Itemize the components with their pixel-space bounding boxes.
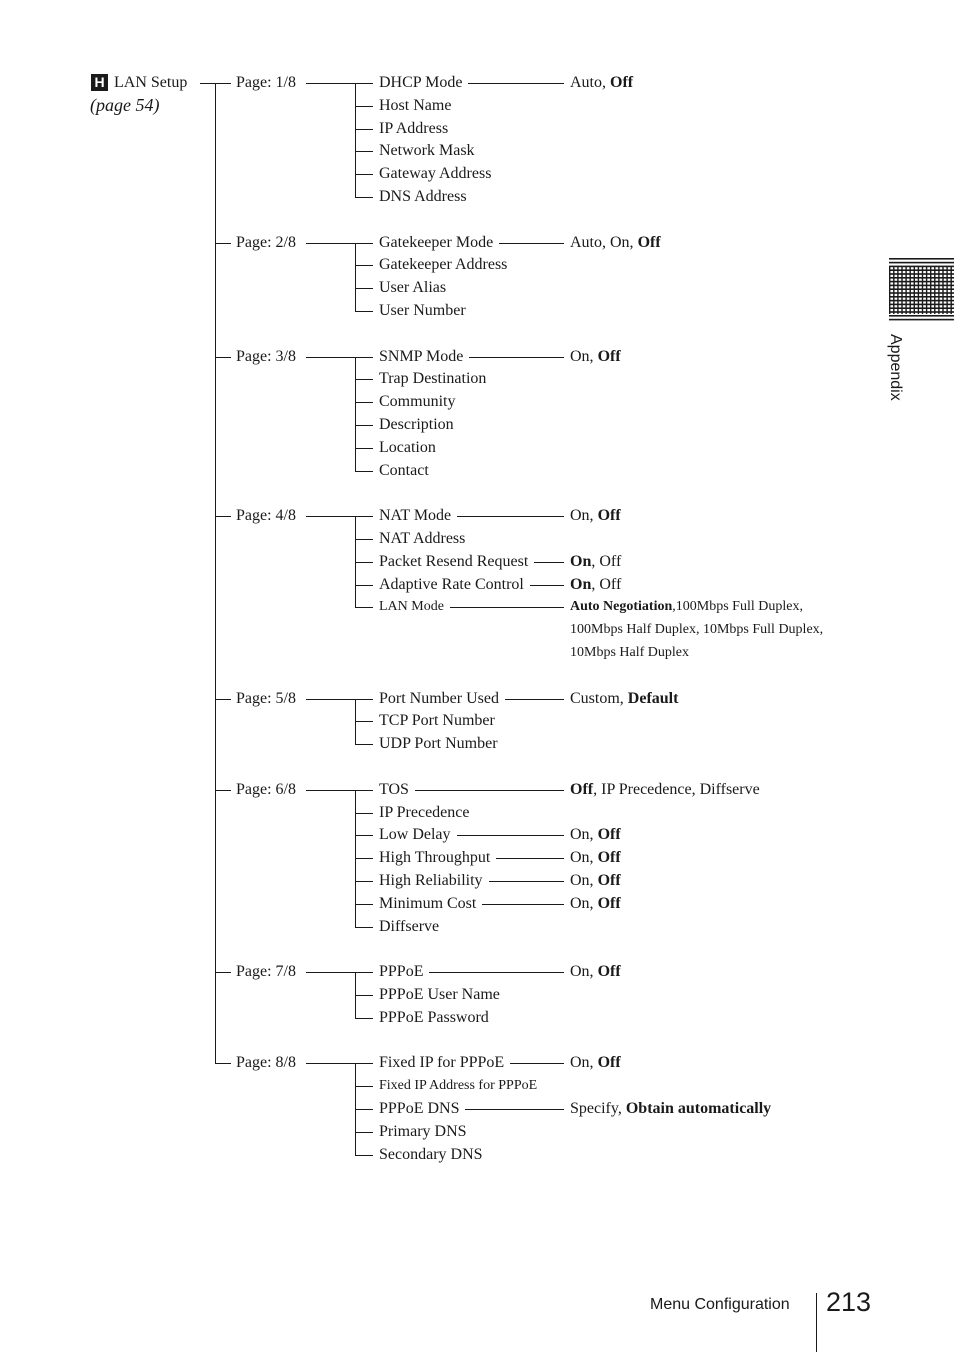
items-trunk xyxy=(355,357,356,472)
item-connector xyxy=(355,471,373,472)
items-trunk xyxy=(355,83,356,198)
option-text: Specify, xyxy=(570,1100,626,1117)
menu-item-options xyxy=(570,347,621,367)
option-text: On, xyxy=(570,347,598,365)
menu-item-label: Primary DNS xyxy=(379,1122,467,1140)
menu-item-label: PPPoE Password xyxy=(379,1008,489,1026)
option-text: Auto Negotiation xyxy=(570,599,673,615)
option-text: On, xyxy=(570,894,598,912)
item-connector xyxy=(355,151,373,152)
item-connector xyxy=(355,539,373,540)
page-connector xyxy=(215,699,231,700)
item-connector xyxy=(355,1063,373,1064)
item-connector xyxy=(355,379,373,380)
option-leader-line xyxy=(489,881,564,882)
option-text: Auto, On, xyxy=(570,233,638,251)
item-connector xyxy=(355,927,373,928)
option-text: , IP Precedence, Diffserve xyxy=(593,780,760,798)
menu-item-label: UDP Port Number xyxy=(379,735,498,753)
option-text: Obtain automatically xyxy=(625,1100,772,1117)
menu-item-label: High Reliability xyxy=(379,872,483,889)
footer-section-label: Menu Configuration xyxy=(650,1296,790,1313)
menu-item-options xyxy=(570,825,621,845)
page-connector xyxy=(215,972,231,973)
option-text: Default xyxy=(627,689,679,707)
menu-item-options xyxy=(570,506,621,526)
menu-item-label: User Number xyxy=(379,302,466,319)
option-text: On xyxy=(570,575,592,593)
page-to-items-connector xyxy=(306,699,355,700)
option-text: Off xyxy=(597,1054,621,1072)
menu-item-label: High Throughput xyxy=(379,849,491,867)
option-leader-line xyxy=(457,835,564,836)
menu-item-label: Minimum Cost xyxy=(379,894,477,912)
menu-item-options xyxy=(570,575,621,595)
item-connector xyxy=(355,813,373,814)
menu-item-options xyxy=(570,73,633,93)
menu-item-options xyxy=(570,894,621,914)
page-label: Page: 4/8 xyxy=(236,507,296,525)
item-connector xyxy=(355,699,373,700)
menu-item-label: Fixed IP for PPPoE xyxy=(379,1054,505,1072)
page-connector xyxy=(215,516,231,517)
item-connector xyxy=(355,129,373,130)
option-text: ,100Mbps Full Duplex, xyxy=(672,599,803,615)
menu-item-label: Secondary DNS xyxy=(379,1145,483,1163)
item-connector xyxy=(355,835,373,836)
menu-item-label: Packet Resend Request xyxy=(379,552,529,570)
menu-item-label: NAT Address xyxy=(379,530,466,547)
item-connector xyxy=(355,1109,373,1110)
menu-item-label: Network Mask xyxy=(379,142,475,160)
items-trunk xyxy=(355,1063,356,1155)
items-trunk xyxy=(355,790,356,928)
menu-item-options-continued: 100Mbps Half Duplex, 10Mbps Full Duplex, xyxy=(570,622,824,638)
menu-item-label: User Alias xyxy=(379,279,447,297)
option-text: On, xyxy=(570,849,598,867)
page-label: Page: 6/8 xyxy=(236,780,296,798)
option-text: Off xyxy=(597,849,621,867)
menu-item-options xyxy=(570,552,621,572)
thumb-index-stripes-icon xyxy=(889,258,954,322)
option-leader-line xyxy=(510,1063,564,1064)
menu-item-options xyxy=(570,597,803,617)
page-label: Page: 5/8 xyxy=(236,689,296,707)
option-leader-line xyxy=(499,243,564,244)
option-leader-line xyxy=(469,357,564,358)
option-text: On, xyxy=(570,963,598,981)
item-connector xyxy=(355,904,373,905)
menu-item-label: TOS xyxy=(379,780,409,798)
item-connector xyxy=(355,425,373,426)
item-connector xyxy=(355,265,373,266)
option-leader-line xyxy=(496,858,564,859)
menu-item-label: Community xyxy=(379,393,456,411)
option-leader-line xyxy=(534,562,564,563)
item-connector xyxy=(355,744,373,745)
page-label: Page: 1/8 xyxy=(236,74,296,91)
option-text: On, xyxy=(570,1054,598,1072)
menu-item-options xyxy=(570,780,760,800)
page-connector xyxy=(215,1063,231,1064)
page-number: 213 xyxy=(826,1287,872,1317)
menu-item-label: IP Address xyxy=(379,119,449,137)
option-text: Off xyxy=(570,780,594,798)
menu-item-label: SNMP Mode xyxy=(379,347,464,365)
item-connector xyxy=(355,721,373,722)
page-to-items-connector xyxy=(306,516,355,517)
item-connector xyxy=(355,288,373,289)
menu-item-label: Gatekeeper Mode xyxy=(379,233,494,251)
option-text: , xyxy=(602,74,610,91)
option-text: Off xyxy=(597,826,621,844)
option-text: Off xyxy=(597,894,621,912)
items-trunk xyxy=(355,243,356,312)
page-label: Page: 7/8 xyxy=(236,963,296,981)
item-connector xyxy=(355,1155,373,1156)
section-badge: H xyxy=(91,74,108,91)
item-connector xyxy=(355,106,373,107)
menu-item-options xyxy=(570,689,678,709)
option-leader-line xyxy=(457,516,564,517)
menu-item-label: LAN Mode xyxy=(379,599,444,615)
option-text: On, xyxy=(570,826,598,844)
menu-item-label: Contact xyxy=(379,461,429,479)
option-text: Off xyxy=(637,233,661,251)
pages-trunk xyxy=(215,83,216,1064)
page-to-items-connector xyxy=(306,1063,355,1064)
option-leader-line xyxy=(450,607,564,608)
menu-item-label: Gatekeeper Address xyxy=(379,256,508,274)
page-to-items-connector xyxy=(306,83,355,84)
menu-item-label: Location xyxy=(379,438,436,456)
menu-item-label: NAT Mode xyxy=(379,507,452,525)
menu-item-label: PPPoE DNS xyxy=(379,1100,460,1117)
item-connector xyxy=(355,972,373,973)
item-connector xyxy=(355,790,373,791)
option-text: Off xyxy=(610,74,634,91)
item-connector xyxy=(355,311,373,312)
item-connector xyxy=(355,607,373,608)
menu-item-label: Description xyxy=(379,416,454,433)
item-connector xyxy=(355,1086,373,1087)
page-connector xyxy=(215,83,231,84)
option-text: Off xyxy=(597,507,621,525)
menu-item-label: Diffserve xyxy=(379,917,440,935)
item-connector xyxy=(355,83,373,84)
item-connector xyxy=(355,197,373,198)
option-text: Off xyxy=(597,347,621,365)
menu-item-label: DHCP Mode xyxy=(379,74,463,91)
menu-item-options xyxy=(570,1099,771,1119)
option-leader-line xyxy=(505,699,564,700)
menu-item-label: Adaptive Rate Control xyxy=(379,575,524,593)
item-connector xyxy=(355,995,373,996)
option-leader-line xyxy=(530,585,564,586)
option-leader-line xyxy=(465,1109,564,1110)
page-to-items-connector xyxy=(306,972,355,973)
option-leader-line xyxy=(415,790,564,791)
item-connector xyxy=(355,562,373,563)
root-connector xyxy=(200,83,215,84)
option-text: Custom, xyxy=(570,689,628,707)
option-text: Off xyxy=(597,963,621,981)
option-text: On, xyxy=(570,507,598,525)
menu-item-label: IP Precedence xyxy=(379,803,470,821)
menu-item-label: Host Name xyxy=(379,96,452,114)
items-trunk xyxy=(355,972,356,1019)
option-text: , Off xyxy=(591,552,622,570)
item-connector xyxy=(355,448,373,449)
item-connector xyxy=(355,858,373,859)
item-connector xyxy=(355,402,373,403)
menu-item-label: DNS Address xyxy=(379,188,467,205)
page-to-items-connector xyxy=(306,357,355,358)
page-label: Page: 3/8 xyxy=(236,347,296,365)
option-text: Off xyxy=(597,872,621,889)
option-text: On xyxy=(570,552,592,570)
root-page-reference: (page 54) xyxy=(90,95,160,115)
option-text: Auto xyxy=(570,74,602,91)
menu-item-options xyxy=(570,1053,621,1073)
menu-item-label: Trap Destination xyxy=(379,370,487,388)
menu-item-label: TCP Port Number xyxy=(379,712,495,730)
page-connector xyxy=(215,790,231,791)
page-label: Page: 2/8 xyxy=(236,233,296,251)
page-to-items-connector xyxy=(306,790,355,791)
option-text: On, xyxy=(570,872,598,889)
option-leader-line xyxy=(468,83,564,84)
item-connector xyxy=(355,881,373,882)
option-text: , Off xyxy=(591,575,622,593)
menu-item-label: PPPoE User Name xyxy=(379,986,500,1003)
side-tab-label: Appendix xyxy=(887,334,904,401)
item-connector xyxy=(355,1018,373,1019)
root-menu-label: LAN Setup xyxy=(114,74,188,91)
menu-item-label: Low Delay xyxy=(379,826,451,844)
menu-item-label: PPPoE xyxy=(379,963,424,981)
page-connector xyxy=(215,243,231,244)
menu-item-label: Gateway Address xyxy=(379,165,492,183)
page-label: Page: 8/8 xyxy=(236,1054,296,1072)
items-trunk xyxy=(355,516,356,608)
item-connector xyxy=(355,1132,373,1133)
items-trunk xyxy=(355,699,356,746)
menu-item-label: Port Number Used xyxy=(379,689,499,707)
menu-item-options-continued: 10Mbps Half Duplex xyxy=(570,645,689,660)
page-connector xyxy=(215,357,231,358)
option-leader-line xyxy=(482,904,564,905)
option-leader-line xyxy=(429,972,564,973)
menu-item-options xyxy=(570,848,621,868)
menu-item-options xyxy=(570,233,661,253)
menu-item-label: Fixed IP Address for PPPoE xyxy=(379,1078,538,1094)
item-connector xyxy=(355,516,373,517)
item-connector xyxy=(355,585,373,586)
page-to-items-connector xyxy=(306,243,355,244)
item-connector xyxy=(355,174,373,175)
menu-item-options xyxy=(570,962,621,982)
menu-item-options xyxy=(570,871,621,891)
item-connector xyxy=(355,357,373,358)
item-connector xyxy=(355,243,373,244)
footer-divider xyxy=(816,1293,817,1352)
